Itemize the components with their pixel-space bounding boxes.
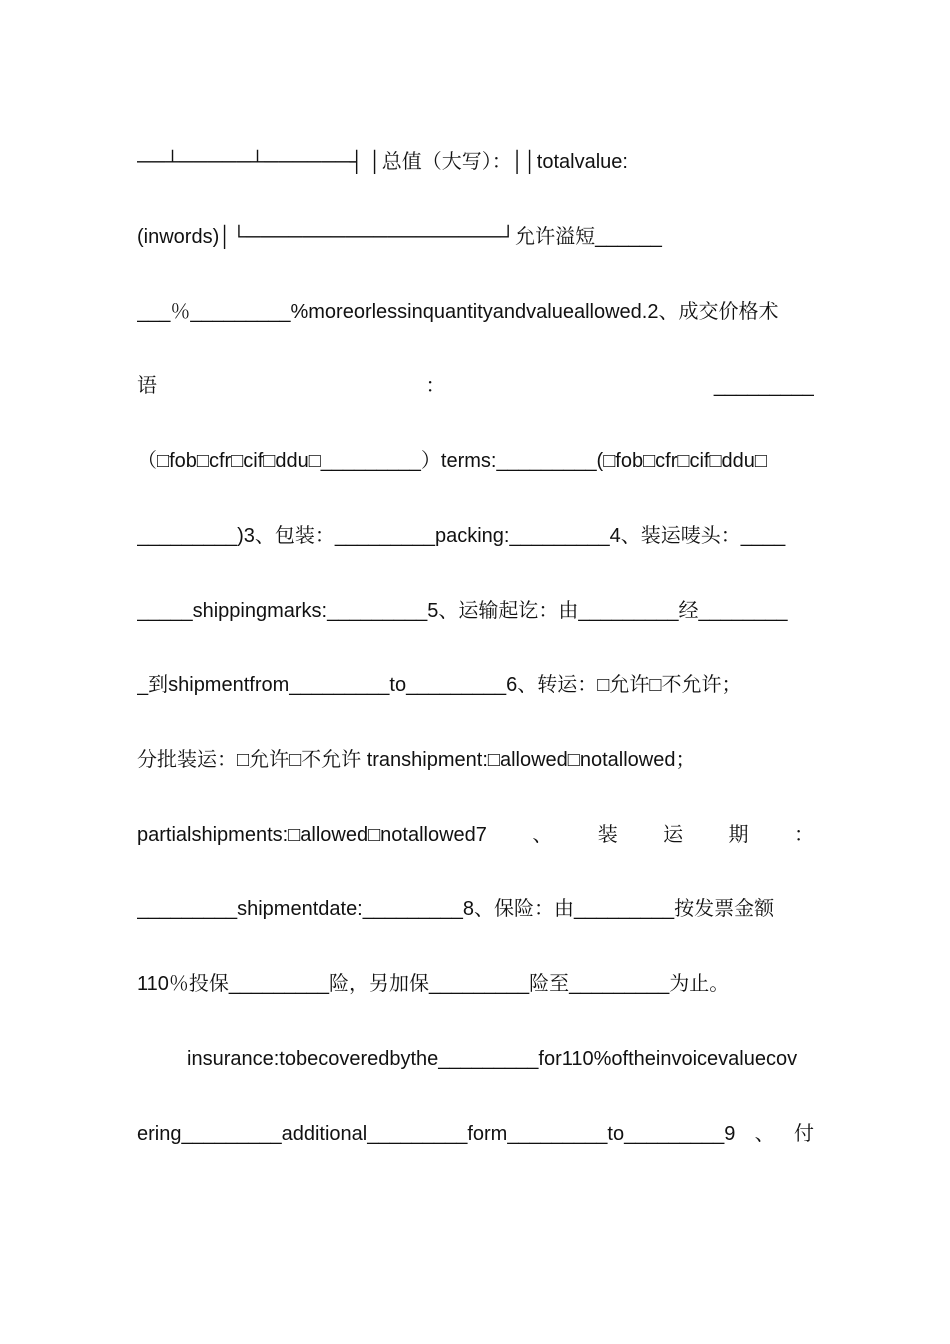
text-line-12: 110％投保_________险，另加保_________险至_________为止。: [137, 973, 730, 995]
text-line-8: _到shipmentfrom_________to_________6、转运：□允许□不允许；: [137, 674, 742, 696]
text-segment: 付: [794, 1123, 814, 1145]
text-line-13: insurance:tobecoveredbythe_________for110%oftheinvoicevaluecov: [187, 1048, 798, 1070]
text-line-6: _________)3、包装：_________packing:_________4、装运唛头：____: [137, 525, 786, 547]
text-segment: 期: [728, 824, 749, 846]
text-line-10: [137, 820, 814, 850]
text-segment: 、: [532, 824, 553, 846]
text-segment: ：: [793, 824, 814, 846]
text-line-4: [137, 371, 814, 401]
text-segment: 、: [754, 1123, 775, 1145]
text-line-5: （□fob□cfr□cif□ddu□_________）terms:_________(□fob□cfr□cif□ddu□: [137, 450, 768, 472]
text-line-14: [137, 1119, 814, 1149]
text-line-2: (inwords)│└──────────────────┘允许溢短______: [137, 226, 662, 248]
text-segment: _________: [713, 375, 814, 397]
text-segment: 运: [663, 824, 684, 846]
text-line-3: ___％_________%moreorlessinquantityandvalueallowed.2、成交价格术: [137, 301, 779, 323]
text-line-1: ──┴─────┴──────┤ │总值（大写）：││totalvalue:: [137, 151, 628, 173]
text-line-9: 分批装运：□允许□不允许 transhipment:□allowed□notallowed；: [137, 749, 696, 771]
text-segment: ：: [425, 375, 446, 397]
text-segment: 语: [137, 375, 157, 397]
text-line-7: _____shippingmarks:_________5、运输起讫：由_________经________: [137, 600, 788, 622]
text-segment: partialshipments:□allowed□notallowed7: [137, 824, 487, 846]
text-segment: ering_________additional_________form_________to_________9: [137, 1123, 736, 1145]
text-segment: 装: [597, 824, 618, 846]
text-line-11: _________shipmentdate:_________8、保险：由_________按发票金额: [137, 898, 775, 920]
